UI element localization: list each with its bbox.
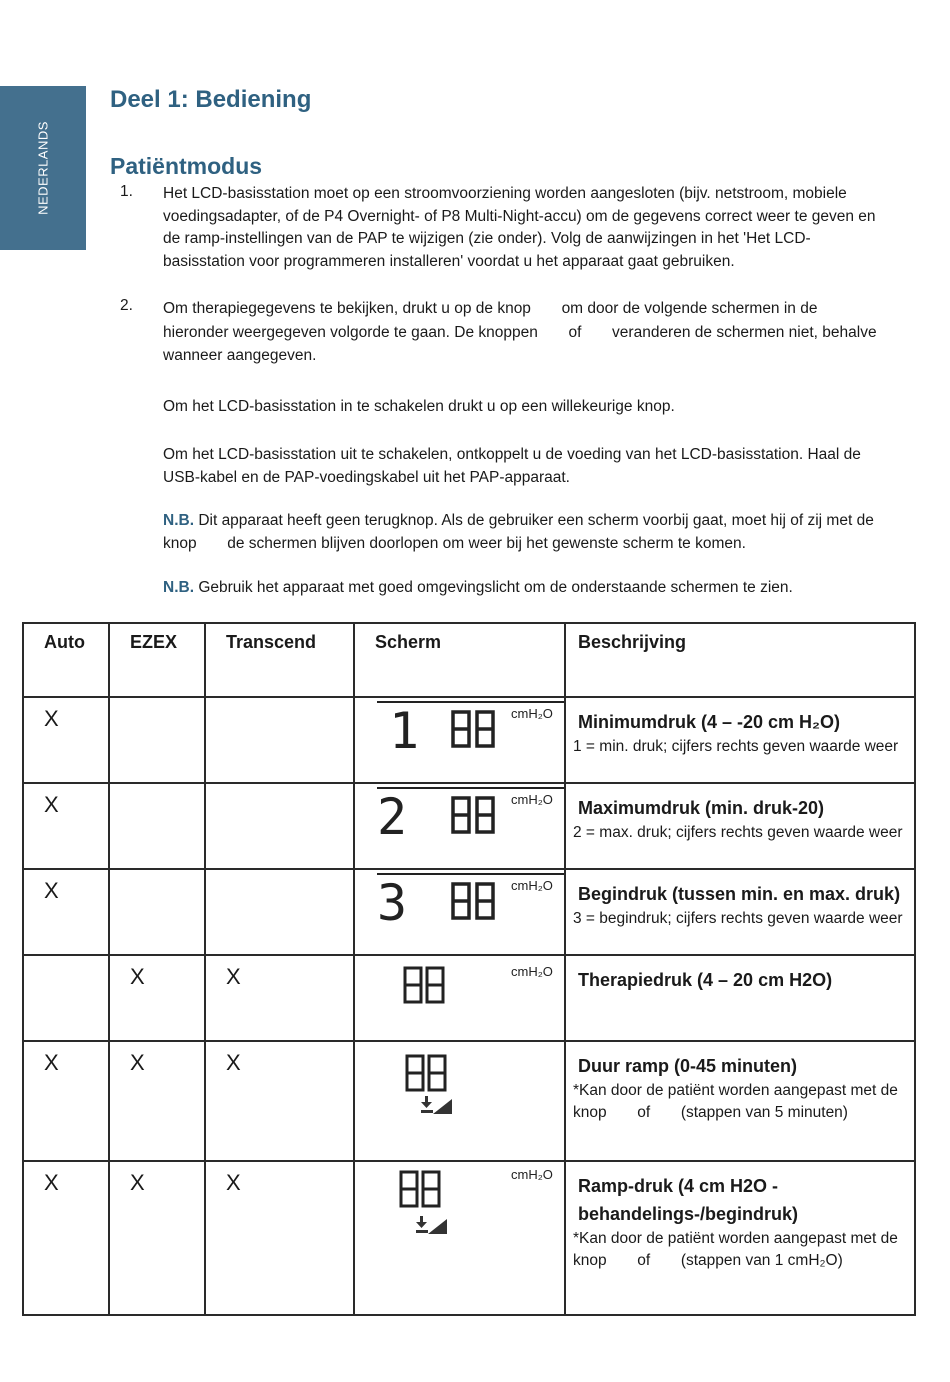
list-number-2: 2. xyxy=(120,297,133,314)
cell-description xyxy=(565,1161,915,1315)
ramp-icon xyxy=(421,1096,452,1114)
description-title: Therapiedruk (4 – 20 cm H2O) xyxy=(578,970,833,990)
table-row xyxy=(23,955,915,1041)
lcd-screen-start-pressure xyxy=(355,870,564,954)
cell-ezex: X xyxy=(109,1161,205,1315)
header-transcend: Transcend xyxy=(205,623,354,697)
cell-description xyxy=(565,783,915,869)
lcd-mode-digit: 1 xyxy=(389,702,420,760)
note-label: N.B. xyxy=(163,579,194,596)
cell-ezex xyxy=(109,783,205,869)
description-text: 2 = max. druk; cijfers rechts geven waarde weer xyxy=(573,824,903,841)
list-number-1: 1. xyxy=(120,183,133,200)
table-row xyxy=(23,1041,915,1161)
description-text: *Kan door de patiënt worden aangepast met de knop of (stappen van 5 minuten) xyxy=(573,1082,898,1121)
cell-screen xyxy=(354,697,565,783)
cell-transcend: X xyxy=(205,1161,354,1315)
lcd-mode-digit: 2 xyxy=(377,788,408,846)
subsection-title: Patiëntmodus xyxy=(110,153,263,179)
cell-auto xyxy=(23,955,109,1041)
note-2: N.B. Gebruik het apparaat met goed omgevingslicht om de onderstaande schermen te zien. xyxy=(163,579,793,596)
lcd-screen-ramp-duration xyxy=(355,1042,564,1160)
description-title: Maximumdruk (min. druk-20) xyxy=(578,798,825,818)
lcd-screen-therapy-pressure xyxy=(355,956,564,1040)
cell-auto: X xyxy=(23,1161,109,1315)
section-title: Deel 1: Bediening xyxy=(110,86,312,113)
cell-screen xyxy=(354,869,565,955)
lcd-unit: cmH₂O xyxy=(511,706,553,721)
lcd-unit: cmH₂O xyxy=(511,792,553,807)
language-tab xyxy=(0,86,86,250)
description-title: Duur ramp (0-45 minuten) xyxy=(578,1056,798,1076)
cell-auto: X xyxy=(23,783,109,869)
cell-transcend xyxy=(205,869,354,955)
lcd-mode-digit: 3 xyxy=(377,874,408,932)
cell-ezex: X xyxy=(109,1041,205,1161)
lcd-unit: cmH₂O xyxy=(511,878,553,893)
cell-ezex: X xyxy=(109,955,205,1041)
cell-transcend xyxy=(205,697,354,783)
cell-ezex xyxy=(109,869,205,955)
table-row xyxy=(23,1161,915,1315)
ramp-icon xyxy=(416,1216,447,1234)
cell-screen xyxy=(354,1041,565,1161)
table-header-row xyxy=(23,623,915,697)
cell-ezex xyxy=(109,697,205,783)
description-title: Minimumdruk (4 – -20 cm H₂O) xyxy=(578,712,841,732)
note-1: N.B. Dit apparaat heeft geen terugknop. Als de gebruiker een scherm voorbij gaat, moet hij of zij met de knop de schermen blijven doorlopen om weer bij het gewenste scherm te komen. xyxy=(163,512,874,552)
lcd-screen-max-pressure xyxy=(355,784,564,868)
cell-auto: X xyxy=(23,697,109,783)
cell-screen xyxy=(354,955,565,1041)
header-auto: Auto xyxy=(23,623,109,697)
lcd-unit: cmH₂O xyxy=(511,964,553,979)
header-screen: Scherm xyxy=(354,623,565,697)
screens-table xyxy=(22,622,916,1316)
table-row xyxy=(23,697,915,783)
cell-transcend: X xyxy=(205,955,354,1041)
cell-description xyxy=(565,869,915,955)
description-text: *Kan door de patiënt worden aangepast met de knop of (stappen van 1 cmH₂O) xyxy=(573,1230,898,1269)
table-row xyxy=(23,783,915,869)
power-on-paragraph: Om het LCD-basisstation in te schakelen drukt u op een willekeurige knop. xyxy=(163,398,675,415)
power-off-paragraph: Om het LCD-basisstation uit te schakelen, ontkoppelt u de voeding van het LCD-basisstation. Haal de USB-kabel en de PAP-voedingskabel uit het PAP-apparaat. xyxy=(163,446,861,486)
table-row xyxy=(23,869,915,955)
description-title: Ramp-druk (4 cm H2O - behandelings-/begindruk) xyxy=(578,1176,799,1224)
lcd-unit: cmH₂O xyxy=(511,1167,553,1182)
lcd-screen-min-pressure xyxy=(355,698,564,782)
header-ezex: EZEX xyxy=(109,623,205,697)
cell-screen xyxy=(354,1161,565,1315)
description-text: 1 = min. druk; cijfers rechts geven waarde weer xyxy=(573,738,899,755)
description-text: 3 = begindruk; cijfers rechts geven waarde weer xyxy=(573,910,903,927)
cell-description xyxy=(565,1041,915,1161)
cell-description xyxy=(565,697,915,783)
lcd-screen-ramp-pressure xyxy=(355,1162,564,1312)
cell-screen xyxy=(354,783,565,869)
description-title: Begindruk (tussen min. en max. druk) xyxy=(578,884,901,904)
note-label: N.B. xyxy=(163,512,194,529)
cell-auto: X xyxy=(23,1041,109,1161)
cell-transcend: X xyxy=(205,1041,354,1161)
cell-description xyxy=(565,955,915,1041)
header-description: Beschrijving xyxy=(565,623,915,697)
cell-auto: X xyxy=(23,869,109,955)
language-tab-label: NEDERLANDS xyxy=(35,121,51,215)
list-item-1: Het LCD-basisstation moet op een stroomvoorziening worden aangesloten (bijv. netstroom, mobiele voedingsadapter, of de P4 Overnight- of P8 Multi-Night-accu) om de gegevens correct weer te geven en de ramp-instellingen van de PAP te wijzigen (zie onder). Volg de aanwijzingen in het 'Het LCD-basisstation voor programmeren installeren' voordat u het apparaat gaat gebruiken. xyxy=(163,185,876,270)
cell-transcend xyxy=(205,783,354,869)
list-item-2: Om therapiegegevens te bekijken, drukt u op de knop om door de volgende schermen in de hieronder weergegeven volgorde te gaan. De knoppen of veranderen de schermen niet, behalve wanneer aangegeven. xyxy=(163,300,877,364)
